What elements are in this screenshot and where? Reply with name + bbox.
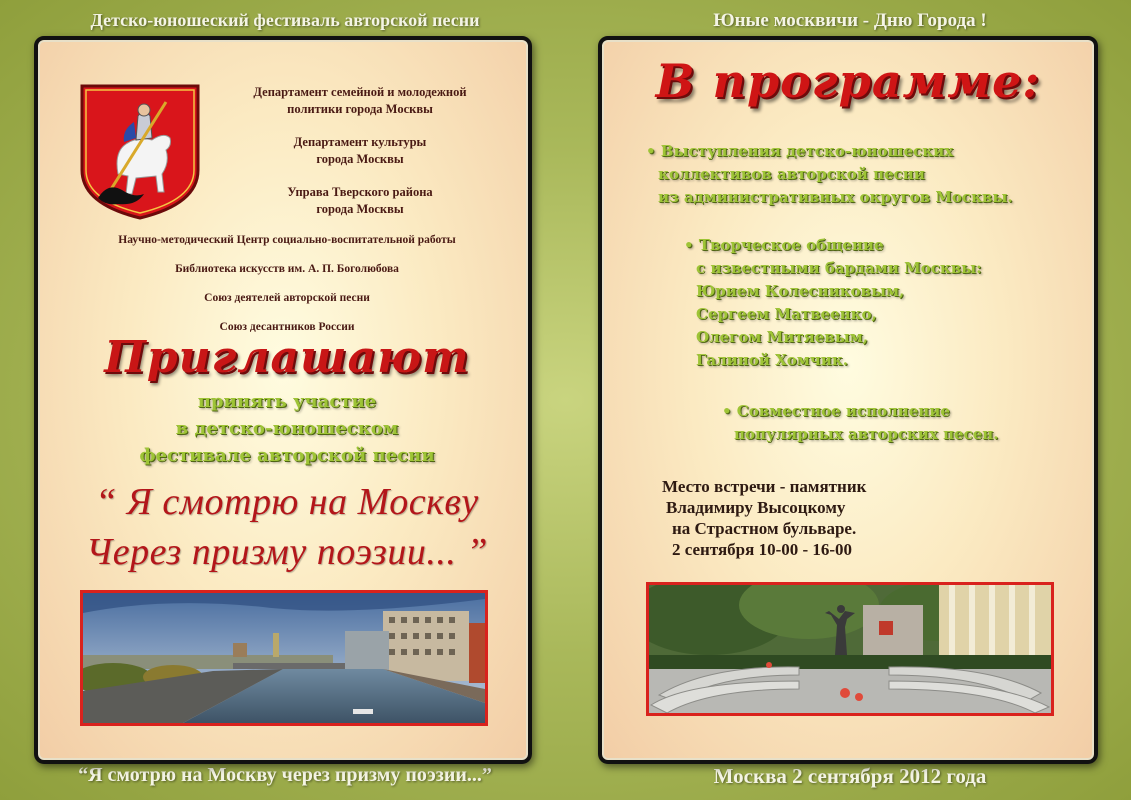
vysotsky-monument-photo <box>646 582 1054 716</box>
organizer-culture-department <box>210 134 510 168</box>
organizer-song-union: Союз деятелей авторской песни <box>204 292 370 304</box>
invite-line: в детско-юношеском <box>175 418 399 439</box>
program-item-line: • Совместное исполнение <box>722 402 950 420</box>
program-item-line: с известными бардами Москвы: <box>696 259 982 277</box>
organizer-line: Департамент культуры <box>293 135 427 149</box>
organizer-tverskoy-council <box>210 184 510 218</box>
moscow-river-photo <box>80 590 488 726</box>
organizer-library: Библиотека искусств им. А. П. Боголюбова <box>175 263 399 275</box>
meeting-line: 2 сентября 10-00 - 16-00 <box>672 540 853 559</box>
moscow-coat-of-arms-icon <box>78 82 202 222</box>
organizer-methodical-center: Научно-методический Центр социально-воспитательной работы <box>118 234 456 246</box>
city-day-caption: Юные москвичи - Дню Города ! <box>713 10 987 31</box>
festival-motto-line: Через призму поэзии... ” <box>86 531 488 573</box>
program-item-line: • Творческое общение <box>684 236 884 254</box>
festival-caption: Детско-юношеский фестиваль авторской песни <box>90 10 480 30</box>
program-item-line: Юрием Колесниковым, <box>696 282 905 300</box>
meeting-line: на Страстном бульваре. <box>672 519 857 538</box>
date-caption: Москва 2 сентября 2012 года <box>713 764 987 788</box>
program-item-line: коллективов авторской песни <box>658 165 925 183</box>
invite-line: фестивале авторской песни <box>139 445 435 466</box>
organizer-line: Управа Тверского района <box>287 185 433 199</box>
motto-caption: “Я смотрю на Москву через призму поэзии...” <box>78 764 492 786</box>
organizer-line: Департамент семейной и молодежной <box>253 85 467 99</box>
invitation-panel <box>34 36 532 764</box>
program-item-line: Олегом Митяевым, <box>696 328 868 346</box>
organizer-paratroopers-union: Союз десантников России <box>219 321 355 333</box>
program-item-bards <box>684 234 982 372</box>
organizer-line: города Москвы <box>316 152 404 166</box>
program-item-line: • Выступления детско-юношеских <box>646 142 954 160</box>
program-panel <box>598 36 1098 764</box>
meeting-info <box>662 476 1042 560</box>
program-heading: В программе: <box>655 54 1041 108</box>
program-item-line: популярных авторских песен. <box>734 425 999 443</box>
program-item-line: Сергеем Матвеенко, <box>696 305 877 323</box>
program-item-singalong <box>722 400 998 446</box>
meeting-line: Владимиру Высоцкому <box>666 498 846 517</box>
program-item-line: из административных округов Москвы. <box>658 188 1013 206</box>
organizer-family-department <box>210 84 510 118</box>
invite-heading: Приглашают <box>104 332 470 383</box>
program-item-line: Галиной Хомчик. <box>696 351 848 369</box>
organizer-line: города Москвы <box>316 202 404 216</box>
organizer-line: политики города Москвы <box>287 102 433 116</box>
festival-motto-line: “ Я смотрю на Москву <box>95 481 479 523</box>
program-item-performances <box>646 140 1013 209</box>
meeting-line: Место встречи - памятник <box>662 477 867 496</box>
invite-line: принять участие <box>197 391 377 412</box>
